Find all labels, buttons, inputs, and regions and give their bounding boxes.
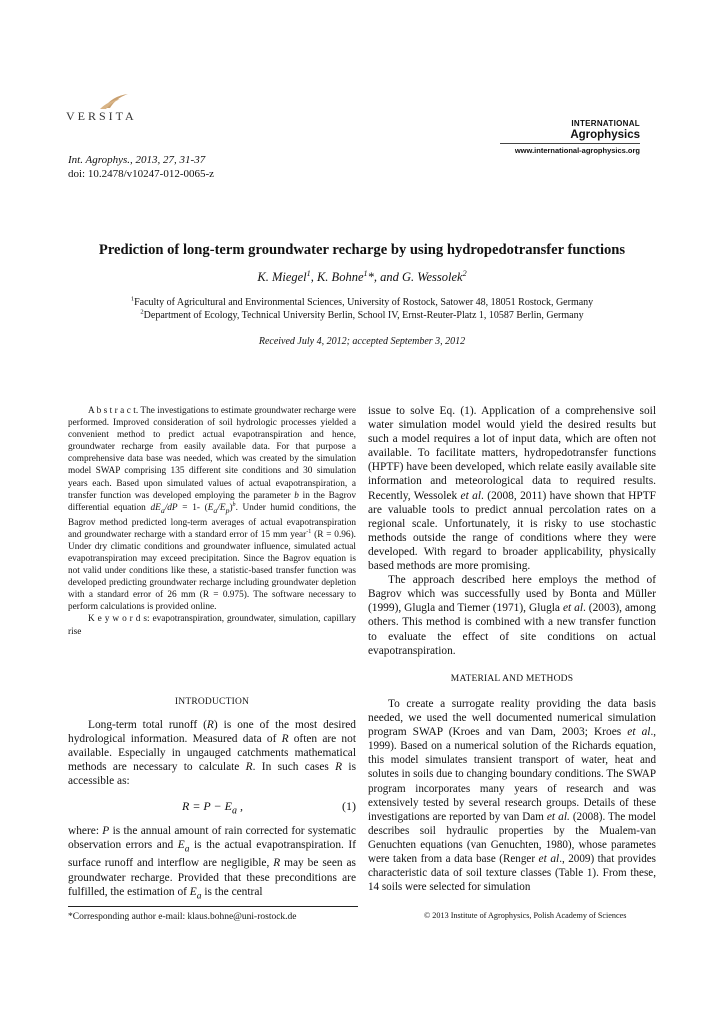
- abstract-param: b: [294, 490, 299, 501]
- intro-var: E: [177, 839, 185, 852]
- intro-var: R: [245, 761, 253, 774]
- text-italic: et al: [627, 726, 651, 739]
- doi[interactable]: doi: 10.2478/v10247-012-0065-z: [68, 168, 215, 180]
- eq-part: /: [217, 502, 220, 513]
- text-part: ., 1999). Based on a numerical solution of the Richards equation, this model simulates transient transport of water, heat and solutes in soils due to changing boundary conditions. The SWAP program incorporates many years of research and was extensively tested by several research groups. Details of these investigations are reported by van Dam: [368, 726, 656, 823]
- intro-part: is the annual amount of rain corrected for systematic observation errors and: [68, 825, 356, 852]
- eq-part: ): [229, 502, 233, 513]
- copyright-text: 2013 Institute of Agrophysics, Polish Academy of Sciences: [432, 911, 627, 920]
- text-italic: et al: [562, 602, 583, 615]
- keywords: [68, 613, 356, 637]
- affiliation: [0, 297, 724, 310]
- intro-var: R: [335, 761, 343, 774]
- intro-part: where:: [68, 825, 103, 837]
- versita-logo-text: VERSITA: [66, 109, 137, 123]
- intro-part: often are not available. Especially in ungauged catchments mathematical methods are necessary to calculate: [68, 733, 356, 774]
- equation-body: [182, 799, 243, 816]
- intro-var: R: [281, 733, 289, 746]
- text-part: . (2003), among others. This method is combined with a new transfer function to evaluate the effect of site conditions on actual evapotranspiration.: [368, 602, 656, 657]
- author-sup: 1: [363, 268, 368, 278]
- intro-part: may be seen as groundwater recharge. Provided that these preconditions are fulfilled, the estimation of: [68, 857, 356, 898]
- abstract-part: in the Bagrov differential equation: [68, 490, 356, 513]
- text-part: . (2008, 2011) have shown that HPTF are valuable tools to predict annual percolation rates on a regional scale. Unfortunately, it is risky to use stochastic methods outside the range of conditions where they were developed. With regard to broader applicability, physically based methods are more promising.: [368, 489, 656, 573]
- affiliation: [0, 310, 724, 323]
- affiliation-text: Faculty of Agricultural and Environmental Sciences, University of Rostock, Satower 48, 18051 Rostock, Germany: [134, 297, 594, 308]
- text-italic: et al: [538, 853, 560, 866]
- intro-var: R: [273, 857, 281, 870]
- author-sup: 1: [306, 268, 311, 278]
- affiliation-sup: 2: [140, 308, 144, 316]
- journal-international: INTERNATIONAL: [571, 119, 640, 128]
- intro-sub: a: [196, 890, 202, 901]
- equation-text: R = P − E: [182, 799, 232, 813]
- abstract-part: (R = 0.96). Under dry climatic conditions and groundwater influence, simulated actual evapotranspiration may exceed precipitation. Since the Bagrov equation is not valid under conditions like these, a statistic-based transfer function was developed predicting groundwater recharge including groundwater depletion with a standard error of 26 mm (R = 0.975). The software necessary to perform calculations is provided online.: [68, 529, 356, 613]
- copyright: [424, 911, 626, 920]
- eq-sub: p: [225, 505, 230, 515]
- text-part: issue to solve Eq. (1). Application of a comprehensive soil water simulation model would yield the desired results but such a model requires a lot of input data, which are often not available. To facilitate matters, hydropedotransfer functions (HPTF) have been developed, which relate easily available site information and meteorological data to required results. Recently, Wessolek: [368, 405, 656, 502]
- eq-part: dE: [150, 502, 161, 513]
- introduction-paragraph: [68, 824, 356, 903]
- text-italic: et al.: [546, 810, 570, 823]
- intro-part: . In such cases: [252, 761, 336, 774]
- author-sep: *, and: [367, 270, 402, 284]
- author-name: K. Miegel: [257, 270, 307, 284]
- intro-part: is the actual evapotranspiration. If surface runoff and interflow are negligible,: [68, 839, 356, 870]
- right-column-text: [368, 404, 656, 658]
- author-name: K. Bohne: [316, 270, 364, 284]
- keywords-label: K e y w o r d s:: [88, 614, 150, 625]
- journal-divider: [500, 143, 640, 144]
- eq-part: = 1- (: [177, 502, 208, 513]
- affiliations: [0, 297, 724, 322]
- text-part: ., 2009) that provides characteristic data of soil texture classes (Table 1). From these, 14 soils were selected for simulation: [368, 853, 656, 894]
- eq-sub: a: [160, 505, 165, 515]
- author-name: G. Wessolek: [401, 270, 463, 284]
- abstract-label: A b s t r a c t.: [88, 406, 139, 416]
- journal-masthead: [500, 119, 640, 155]
- paper-title: Prediction of long-term groundwater recharge by using hydropedotransfer functions: [98, 242, 626, 258]
- equation-number: (1): [342, 799, 356, 813]
- citation-journal: Int. Agrophys., 2013, 27, 31-37: [68, 154, 206, 166]
- eq-part: E: [207, 502, 214, 513]
- methods-paragraph: [368, 697, 656, 894]
- keywords-text: evapotranspiration, groundwater, simulation, capillary rise: [68, 614, 356, 637]
- abstract-sup: -1: [306, 528, 312, 535]
- equation-end: ,: [236, 799, 243, 813]
- intro-part: is accessible as:: [68, 761, 357, 788]
- abstract: [68, 405, 356, 638]
- introduction-heading: INTRODUCTION: [174, 697, 250, 707]
- intro-var: P: [102, 825, 110, 837]
- introduction-paragraph: [68, 718, 356, 788]
- received-dates: Received July 4, 2012; accepted September 3, 2012: [258, 336, 466, 347]
- authors: [0, 270, 724, 285]
- paragraph: [368, 404, 656, 573]
- equation-sub: a: [231, 805, 237, 817]
- text-italic: et al: [460, 489, 482, 502]
- copyright-symbol: ©: [424, 911, 431, 920]
- text-part: The approach described here employs the method of Bagrov which was successfully used by Bonta and Müller (1999), Glugla and Tiemer (1971), Glugla: [368, 574, 656, 615]
- text-part: To create a surrogate reality providing the data basis needed, we used the well documented numerical simulation program SWAP (Kroes and van Dam, 2003; Kroes: [368, 698, 656, 739]
- text-part: (2008). The model describes soil hydraulic properties by the Mualem-van Genuchten equations (van Genuchten, 1980), whose parametes were taken from a data base (Renger: [368, 810, 656, 866]
- footnote-rule: [68, 906, 358, 907]
- abstract-part: . Under humid conditions, the Bagrov method predicted long-term averages of actual evapotranspiration and groundwater recharge with a standard error of 15 mm year: [68, 502, 356, 540]
- journal-name: Agrophysics: [570, 129, 640, 141]
- paragraph: [368, 573, 656, 658]
- citation: [68, 153, 214, 181]
- intro-sub: a: [184, 844, 190, 855]
- affiliation-sup: 1: [130, 295, 135, 303]
- intro-part: ) is one of the most desired hydrological information. Measured data of: [68, 719, 356, 746]
- eq-part: E: [219, 502, 226, 513]
- intro-part: Long-term total runoff (: [88, 719, 207, 731]
- eq-part: /dP: [164, 502, 178, 513]
- material-methods-heading: MATERIAL AND METHODS: [450, 674, 574, 684]
- affiliation-text: Department of Ecology, Technical University Berlin, School IV, Ernst-Reuter-Platz 1, 10587 Berlin, Germany: [143, 309, 584, 321]
- eq-sub: a: [213, 505, 218, 515]
- author-sup: 2: [462, 268, 467, 278]
- corresponding-author-footnote: *Corresponding author e-mail: klaus.bohne@uni-rostock.de: [68, 912, 297, 922]
- intro-var: E: [189, 885, 197, 898]
- eq-exp: b: [232, 501, 236, 508]
- author-sep: ,: [310, 270, 317, 284]
- intro-var: R: [206, 719, 214, 731]
- abstract-text: [68, 405, 356, 613]
- intro-part: is the central: [201, 885, 263, 898]
- journal-url[interactable]: www.international-agrophysics.org: [514, 146, 640, 155]
- abstract-part: The investigations to estimate groundwater recharge were performed. Improved consideration of soil hydrologic processes yielded a convenient method to predict actual evapotranspiration and hence, groundwater recharge from easily available data. For that purpose a comprehensive data base was needed, which was created by the simulation model SWAP comprising 135 different site conditions and 30 simulation years each. Based upon simulated values of actual evapotranspiration, a transfer function was developed employing the parameter: [68, 406, 356, 501]
